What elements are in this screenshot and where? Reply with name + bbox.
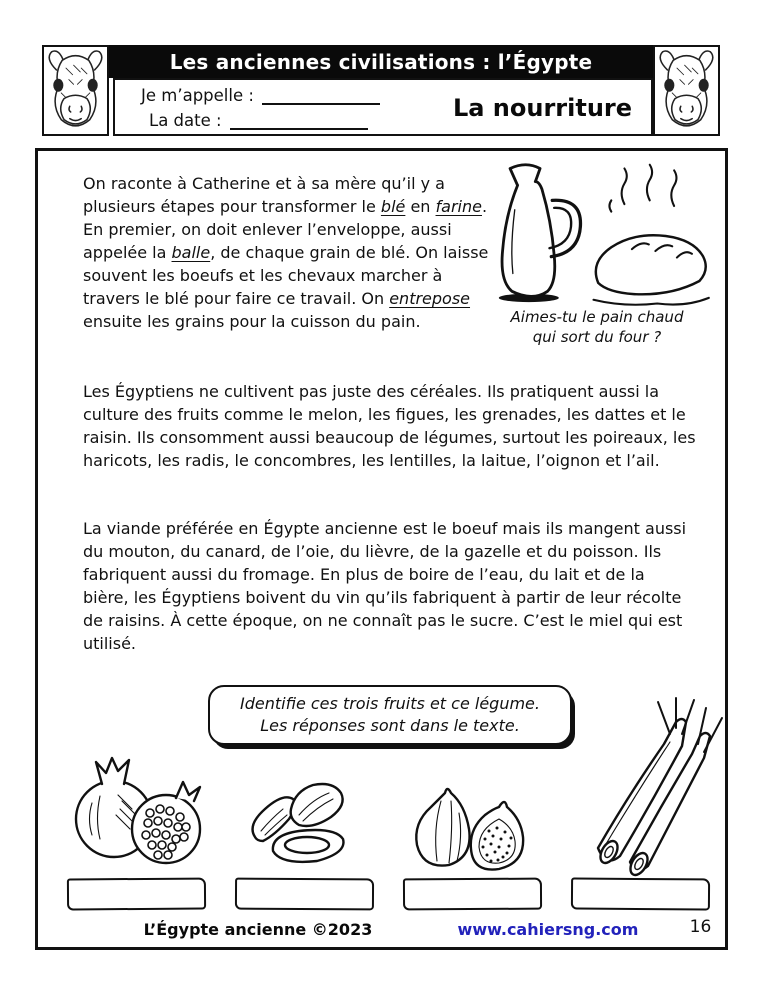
name-label: Je m’appelle : xyxy=(141,86,254,105)
banner-title: Les anciennes civilisations : l’Égypte xyxy=(109,45,653,78)
paragraph-text: . En premier, on doit enlever l’enveloppe, aussi appelée la xyxy=(83,197,488,262)
paragraph-text: ensuite les grains pour la cuisson du pain. xyxy=(83,312,421,331)
copyright-text: L’Égypte ancienne ©2023 xyxy=(143,920,373,939)
page-number: 16 xyxy=(689,917,712,937)
paragraph-text: en xyxy=(405,197,436,216)
vocab-term-entrepose: entrepose xyxy=(389,289,471,308)
instruction-line: Identifie ces trois fruits et ce légume. xyxy=(240,694,540,713)
illustration-caption xyxy=(468,307,726,347)
camel-icon xyxy=(42,45,109,136)
figs-icon xyxy=(401,779,541,885)
jug-and-bread-illustration xyxy=(476,161,726,311)
answer-box[interactable] xyxy=(235,878,374,911)
bread-icon xyxy=(594,165,709,305)
leek-icon xyxy=(578,694,728,880)
caption-line: qui sort du four ? xyxy=(532,328,662,346)
vocab-term-balle: balle xyxy=(171,243,211,262)
activity-instruction-box xyxy=(208,685,572,745)
website-link[interactable]: www.cahiersng.com xyxy=(457,920,639,939)
name-input-line[interactable] xyxy=(262,91,380,105)
camel-icon xyxy=(653,45,720,136)
paragraph-text: On raconte à Catherine et à sa mère qu’il y a plusieurs étapes pour transformer le xyxy=(83,174,445,216)
paragraph-text: , de chaque grain de blé. On laisse souvent les boeufs et les chevaux marcher à travers le blé pour faire ce travail. On xyxy=(83,243,489,308)
date-input-line[interactable] xyxy=(230,116,368,130)
steam-icon xyxy=(609,165,676,212)
date-label: La date : xyxy=(149,111,222,130)
jug-icon xyxy=(499,165,581,302)
paragraph-meat-drinks: La viande préférée en Égypte ancienne est le boeuf mais ils mangent aussi du mouton, du canard, de l’oie, du lièvre, de la gazelle et du poisson. Ils fabriquent aussi du fromage. En plus de boire de l’eau, du lait et de la bière, les Égyptiens boivent du vin qu’ils fabriquent à partir de leur récolte de raisins. À cette époque, on ne connaît pas le sucre. C’est le miel qui est utilisé. xyxy=(83,519,687,653)
instruction-line: Les réponses sont dans le texte. xyxy=(260,716,520,735)
lesson-title: La nourriture xyxy=(452,94,633,122)
vocab-term-farine: farine xyxy=(435,197,482,216)
answer-box[interactable] xyxy=(67,878,206,911)
worksheet-body xyxy=(35,148,728,950)
caption-line: Aimes-tu le pain chaud xyxy=(510,308,684,326)
answer-box[interactable] xyxy=(403,878,542,911)
pomegranate-icon xyxy=(62,749,214,873)
student-info-box xyxy=(113,78,653,136)
paragraph-wheat xyxy=(83,172,501,333)
answer-box[interactable] xyxy=(571,878,710,911)
paragraph-fruits-vegetables: Les Égyptiens ne cultivent pas juste des céréales. Ils pratiquent aussi la culture des fruits comme le melon, les figues, les grenades, les dattes et le raisin. Ils consomment aussi beaucoup de légumes, surtout les poireaux, les haricots, les radis, le concombres, les lentilles, la laitue, l’oignon et l’ail. xyxy=(83,382,696,470)
dates-icon xyxy=(241,773,361,873)
vocab-term-ble: blé xyxy=(380,197,406,216)
